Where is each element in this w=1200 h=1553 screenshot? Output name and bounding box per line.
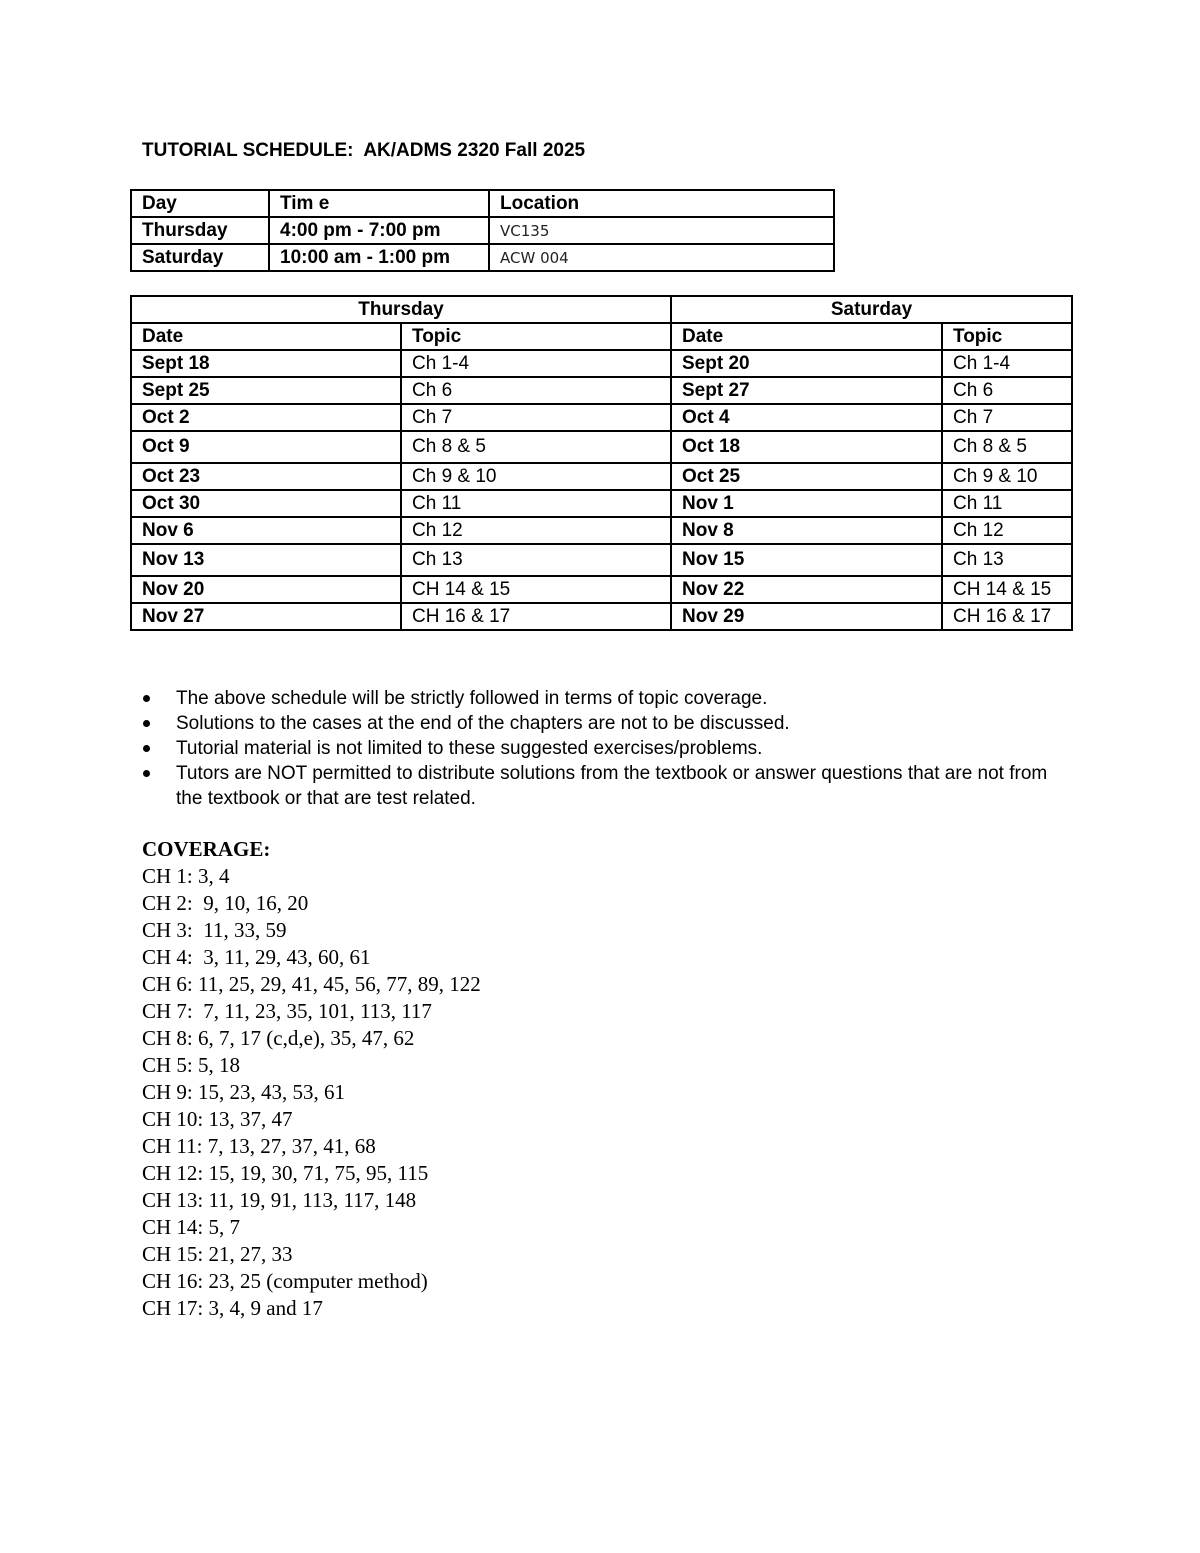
saturday-date: Nov 15 [671,544,942,576]
saturday-topic-header: Topic [942,323,1072,350]
thursday-topic: CH 14 & 15 [401,576,671,603]
header-time: Tim e [269,190,489,217]
coverage-line: CH 10: 13, 37, 47 [142,1107,293,1131]
list-item: Tutors are NOT permitted to distribute solutions from the textbook or answer questions that are not from the textbook or that are test related. [142,761,1072,811]
thursday-date: Oct 23 [131,463,401,490]
thursday-date: Nov 27 [131,603,401,630]
saturday-topic: Ch 8 & 5 [942,431,1072,463]
saturday-date: Oct 18 [671,431,942,463]
coverage-line: CH 16: 23, 25 (computer method) [142,1269,428,1293]
coverage-line: CH 13: 11, 19, 91, 113, 117, 148 [142,1188,417,1212]
coverage-line: CH 1: 3, 4 [142,864,230,888]
coverage-line: CH 9: 15, 23, 43, 53, 61 [142,1080,346,1104]
thursday-topic: Ch 1-4 [401,350,671,377]
coverage-line: CH 4: 3, 11, 29, 43, 60, 61 [142,945,371,969]
thursday-topic: Ch 8 & 5 [401,431,671,463]
thursday-topic: Ch 11 [401,490,671,517]
session-times-table [130,189,835,272]
session-day: Saturday [131,244,269,271]
thursday-topic: Ch 12 [401,517,671,544]
coverage-line: CH 3: 11, 33, 59 [142,918,287,942]
list-item: The above schedule will be strictly followed in terms of topic coverage. [142,686,1072,711]
session-day: Thursday [131,217,269,244]
coverage-line: CH 2: 9, 10, 16, 20 [142,891,309,915]
session-table-header-row [131,190,834,217]
thursday-date-header: Date [131,323,401,350]
thursday-date: Oct 9 [131,431,401,463]
table-row [131,603,1072,630]
saturday-date: Oct 25 [671,463,942,490]
thursday-date: Nov 20 [131,576,401,603]
saturday-date: Sept 20 [671,350,942,377]
table-row [131,576,1072,603]
coverage-line: CH 5: 5, 18 [142,1053,241,1077]
saturday-topic: Ch 13 [942,544,1072,576]
thursday-date: Sept 18 [131,350,401,377]
saturday-topic: Ch 11 [942,490,1072,517]
coverage-line: CH 6: 11, 25, 29, 41, 45, 56, 77, 89, 122 [142,972,481,996]
saturday-date: Nov 8 [671,517,942,544]
thursday-date: Oct 30 [131,490,401,517]
thursday-topic: Ch 6 [401,377,671,404]
saturday-date: Nov 29 [671,603,942,630]
thursday-date: Nov 6 [131,517,401,544]
session-row-thursday [131,217,834,244]
saturday-topic: Ch 6 [942,377,1072,404]
coverage-line: CH 7: 7, 11, 23, 35, 101, 113, 117 [142,999,432,1023]
thursday-topic: Ch 9 & 10 [401,463,671,490]
session-location: VC135 [489,217,834,244]
coverage-line: CH 15: 21, 27, 33 [142,1242,293,1266]
thursday-topic: CH 16 & 17 [401,603,671,630]
table-row [131,544,1072,576]
notes-list [142,686,1072,811]
header-day: Day [131,190,269,217]
coverage-line: CH 11: 7, 13, 27, 37, 41, 68 [142,1134,376,1158]
thursday-date: Oct 2 [131,404,401,431]
coverage-line: CH 12: 15, 19, 30, 71, 75, 95, 115 [142,1161,429,1185]
saturday-date-header: Date [671,323,942,350]
table-row [131,404,1072,431]
saturday-date: Sept 27 [671,377,942,404]
schedule-column-header-row [131,323,1072,350]
coverage-title: COVERAGE: [142,837,271,861]
schedule-body [131,350,1072,630]
coverage-lines [142,863,481,1322]
weekly-schedule-table [130,295,1073,631]
thursday-date: Sept 25 [131,377,401,404]
session-row-saturday [131,244,834,271]
thursday-topic-header: Topic [401,323,671,350]
saturday-date: Oct 4 [671,404,942,431]
table-row [131,377,1072,404]
saturday-date: Nov 1 [671,490,942,517]
list-item: Tutorial material is not limited to these suggested exercises/problems. [142,736,1072,761]
session-time: 4:00 pm - 7:00 pm [269,217,489,244]
coverage-section [142,836,481,1322]
document-title: TUTORIAL SCHEDULE: AK/ADMS 2320 Fall 2025 [142,140,586,161]
thursday-topic: Ch 7 [401,404,671,431]
table-row [131,490,1072,517]
header-location: Location [489,190,834,217]
coverage-line: CH 8: 6, 7, 17 (c,d,e), 35, 47, 62 [142,1026,415,1050]
session-location: ACW 004 [489,244,834,271]
saturday-topic: Ch 7 [942,404,1072,431]
saturday-topic: Ch 1-4 [942,350,1072,377]
table-row [131,350,1072,377]
saturday-header: Saturday [671,296,1072,323]
thursday-header: Thursday [131,296,671,323]
saturday-topic: CH 16 & 17 [942,603,1072,630]
saturday-topic: Ch 9 & 10 [942,463,1072,490]
schedule-day-header-row [131,296,1072,323]
list-item: Solutions to the cases at the end of the chapters are not to be discussed. [142,711,1072,736]
thursday-date: Nov 13 [131,544,401,576]
coverage-line: CH 14: 5, 7 [142,1215,241,1239]
table-row [131,431,1072,463]
session-time: 10:00 am - 1:00 pm [269,244,489,271]
coverage-line: CH 17: 3, 4, 9 and 17 [142,1296,323,1320]
table-row [131,517,1072,544]
table-row [131,463,1072,490]
saturday-date: Nov 22 [671,576,942,603]
saturday-topic: CH 14 & 15 [942,576,1072,603]
thursday-topic: Ch 13 [401,544,671,576]
saturday-topic: Ch 12 [942,517,1072,544]
